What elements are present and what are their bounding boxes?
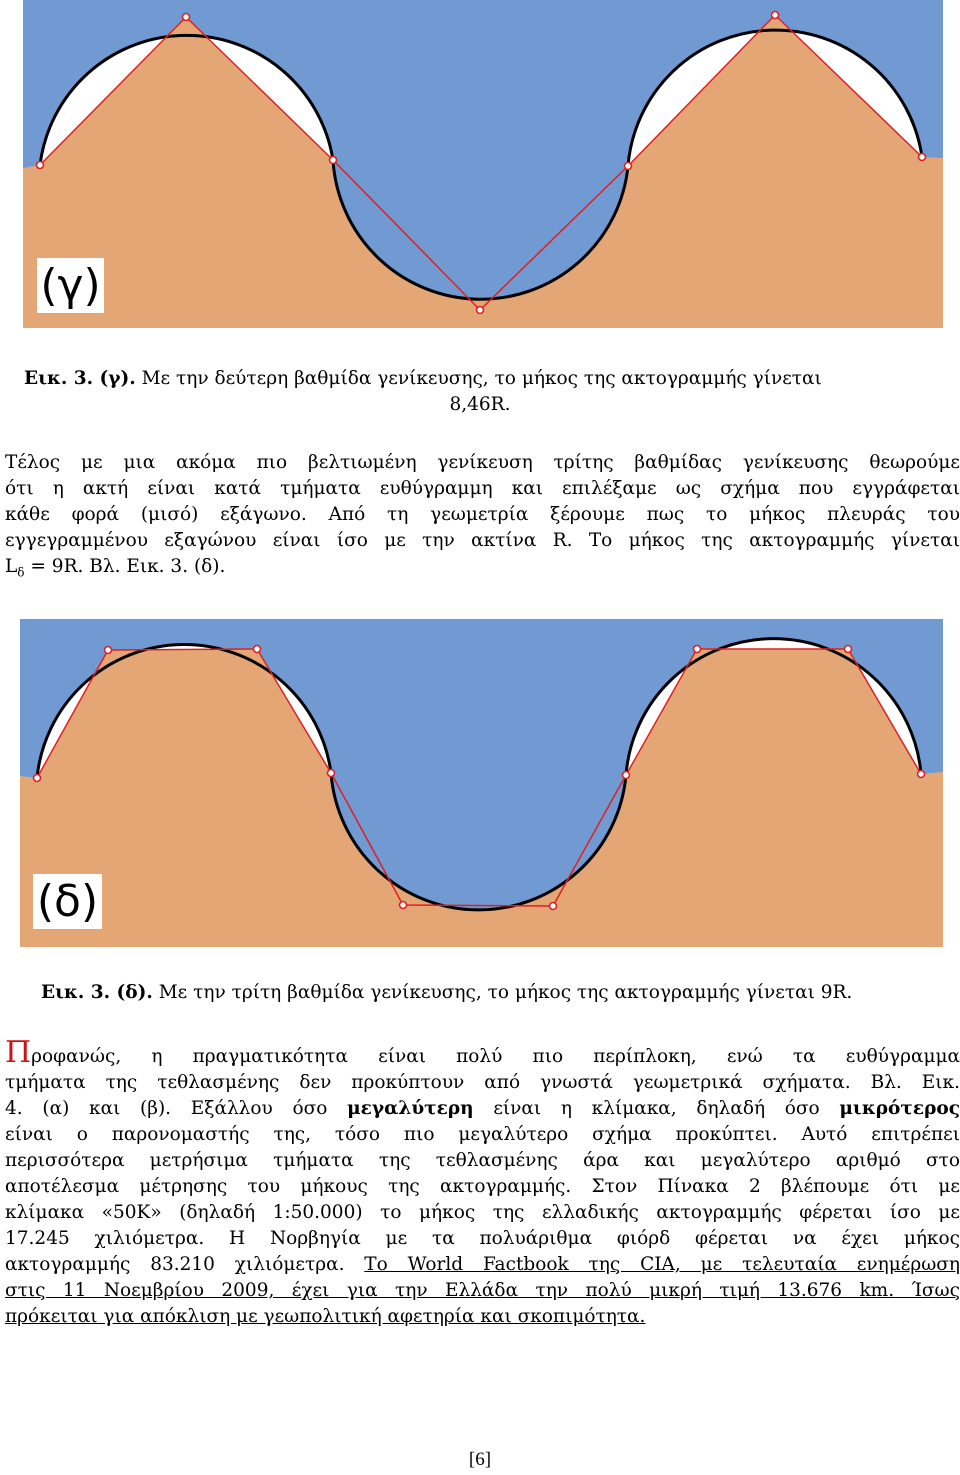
caption-c <box>24 366 960 392</box>
paragraph-line: περισσότερα μετρήσιμα τμήματα της τεθλασμένης άρα και μεγαλύτερο αριθμό στο <box>5 1150 960 1171</box>
paragraph-line <box>5 1035 960 1070</box>
paragraph-line <box>5 554 960 586</box>
paragraph-line: είναι ο παρονομαστής της, τόσο πιο μεγαλύτερο σχήμα προκύπτει. Αυτό επιτρέπει <box>5 1124 960 1145</box>
caption-d <box>41 980 960 1006</box>
paragraph-line: κάθε φορά (μισό) εξάγωνο. Από τη γεωμετρία ξέρουμε πως το μήκος πλευράς του <box>5 504 960 525</box>
figure-label: (γ) <box>40 260 101 311</box>
figure-d <box>0 612 960 952</box>
paragraph-line: αποτέλεσμα μέτρησης του μήκους της ακτογραμμής. Στον Πίνακα 2 βλέπουμε ότι με <box>5 1176 960 1197</box>
paragraph-line: Τέλος με μια ακόμα πιο βελτιωμένη γενίκευση τρίτης βαθμίδας γενίκευσης θεωρούμε <box>5 452 960 473</box>
paragraph-line: ότι η ακτή είναι κατά τμήματα ευθύγραμμη και επιλέξαμε ως σχήμα που εγγράφεται <box>5 478 960 499</box>
paragraph-line <box>5 1096 960 1122</box>
page-number: [6] <box>468 1449 492 1470</box>
caption-d-text: Με την τρίτη βαθμίδα γενίκευσης, το μήκος της ακτογραμμής γίνεται 9R. <box>158 982 853 1003</box>
length-symbol: L <box>5 556 18 577</box>
bold-term: μικρότερος <box>839 1098 960 1119</box>
paragraph-line: κλίμακα «50Κ» (δηλαδή 1:50.000) το μήκος της ελλαδικής ακτογραμμής φέρεται ίσο με <box>5 1202 960 1223</box>
figure-d-drawing <box>0 612 960 952</box>
paragraph-text: είναι η κλίμακα, δηλαδή όσο <box>473 1098 840 1119</box>
cia-factbook-link[interactable]: Το World Factbook της CIA, με τελευταία ενημέρωση <box>364 1254 960 1275</box>
paragraph-line: 17.245 χιλιόμετρα. Η Νορβηγία με τα πολυάριθμα φιόρδ φέρεται να έχει μήκος <box>5 1228 960 1249</box>
paragraph-2 <box>5 1035 960 1330</box>
caption-d-number: Εικ. 3. (δ). <box>41 982 153 1003</box>
figure-c <box>0 0 960 335</box>
paragraph-line: τμήματα της τεθλασμένης δεν προκύπτουν από γνωστά γεωμετρικά σχήματα. Βλ. Εικ. <box>5 1072 960 1093</box>
paragraph-text: ροφανώς, η πραγματικότητα είναι πολύ πιο περίπλοκη, ενώ τα ευθύγραμμα <box>31 1046 960 1067</box>
bold-term: μεγαλύτερη <box>347 1098 474 1119</box>
length-subscript: δ <box>17 565 25 580</box>
paragraph-text: ακτογραμμής 83.210 χιλιόμετρα. <box>5 1254 365 1275</box>
paragraph-1 <box>5 450 960 586</box>
caption-c-value: 8,46R. <box>449 394 511 415</box>
drop-cap: Π <box>5 1035 32 1070</box>
figure-c-drawing <box>0 0 960 335</box>
cia-factbook-link[interactable]: πρόκειται για απόκλιση με γεωπολιτική αφετηρία και σκοπιμότητα. <box>5 1306 646 1327</box>
caption-c-number: Εικ. 3. (γ). <box>24 368 136 389</box>
length-value: = 9R. Βλ. Εικ. 3. (δ). <box>24 556 226 577</box>
figure-label: (δ) <box>36 876 99 927</box>
paragraph-line: εγγεγραμμένου εξαγώνου είναι ίσο με την ακτίνα R. Το μήκος της ακτογραμμής γίνεται <box>5 530 960 551</box>
caption-c-text: Με την δεύτερη βαθμίδα γενίκευσης, το μήκος της ακτογραμμής γίνεται <box>141 368 822 389</box>
paragraph-line <box>5 1252 960 1278</box>
cia-factbook-link[interactable]: στις 11 Νοεμβρίου 2009, έχει για την Ελλάδα την πολύ μικρή τιμή 13.676 km. Ίσως <box>5 1280 960 1301</box>
paragraph-text: 4. (α) και (β). Εξάλλου όσο <box>5 1098 348 1119</box>
